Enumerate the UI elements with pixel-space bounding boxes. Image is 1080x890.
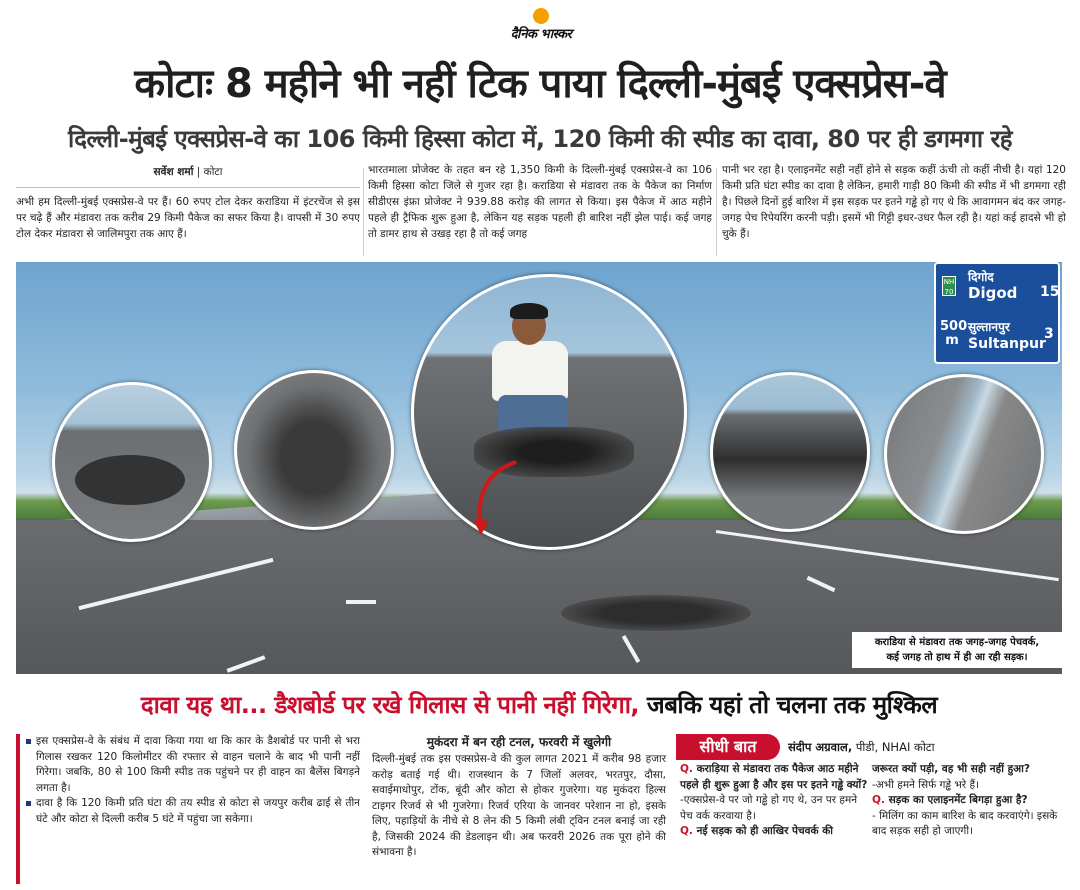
page-headline: कोटाः 8 महीने भी नहीं टिक पाया दिल्ली-मुंबई एक्सप्रेस-वे bbox=[134, 61, 946, 107]
page-subheadline: दिल्ली-मुंबई एक्सप्रेस-वे का 106 किमी हिस्सा कोटा में, 120 किमी की स्पीड का दावा, 80 पर ही डगमगा रहे bbox=[67, 125, 1013, 153]
qa-column-2 bbox=[872, 762, 1068, 840]
author-name: सर्वेश शर्मा bbox=[153, 166, 194, 178]
q-marker: Q. bbox=[680, 763, 693, 775]
byline: सर्वेश शर्मा | कोटा bbox=[16, 162, 360, 188]
sun-icon bbox=[533, 8, 549, 24]
q-marker: Q. bbox=[680, 825, 693, 837]
question-1-text: कराड़िया से मंडावरा तक पैकेज आठ महीने पहले ही शुरू हुआ है और इस पर इतने गड्ढे क्यों? bbox=[680, 763, 868, 791]
tunnel-title: मुकंदरा में बन रही टनल, फरवरी में खुलेगी bbox=[426, 735, 612, 749]
answer-2: -अभी हमने सिर्फ गड्ढे भरे हैं। bbox=[872, 778, 980, 791]
list-item: दावा है कि 120 किमी प्रति घंटा की तय स्पीड से कोटा से जयपुर करीब ढाई से तीन घंटे और कोटा से दिल्ली करीब 5 घंटे में पहुंचा जा सकेगा। bbox=[26, 796, 360, 827]
column-divider bbox=[363, 168, 364, 256]
intro-column-2: भारतमाला प्रोजेक्ट के तहत बन रहे 1,350 किमी के दिल्ली-मुंबई एक्सप्रेस-वे का 106 किमी हिस्सा कोटा जिले से गुजर रहा है। कराडिया से मंडावरा तक के पैकेज का निर्माण सीडीएस इंफ्रा प्रोजेक्ट ने 939.88 करोड़ की लागत से किया। इस पैकेज में आठ महीने पहले ही ट्रैफिक शुरू हुआ है, लेकिन यह सड़क पहली ही बारिश नहीं झेल पाई। कई जगह तो डामर हाथ से उखड़ रहा है तो कई जगह bbox=[368, 164, 712, 240]
question-2 bbox=[680, 824, 868, 840]
intro-column-1 bbox=[16, 162, 360, 260]
sign-digod-hindi: दिगोद bbox=[968, 270, 994, 284]
answer-1: -एक्सप्रेस-वे पर जो गड्ढे हो गए थे, उन पर हमने पेच वर्क करवाया है। bbox=[680, 794, 858, 822]
list-item: इस एक्सप्रेस-वे के संबंध में दावा किया गया था कि कार के डैशबोर्ड पर पानी से भरा गिलास रखकर 120 किलोमीटर की रफ्तार से वाहन चलाने के बाद भी पानी नहीं गिरेगा। जबकि, 80 से 100 किमी स्पीड तक पहुंचने पर ही वाहन का बैलेंस बिगड़ने लगता है। bbox=[26, 734, 360, 796]
column-divider bbox=[716, 168, 717, 256]
tunnel-body: दिल्ली-मुंबई तक इस एक्सप्रेस-वे की कुल लागत 2021 में करीब 98 हजार करोड़ बताई गई थी। राजस्थान के 7 जिलों अलवर, भरतपुर, दौसा, सवाईमाधोपुर, टोंक, बूंदी और कोटा से होकर गुजरेगा। यह मुकंदरा हिल्स टाइगर रिजर्व से भी गुजरेगा। रिजर्व एरिया के जानवर परेशान ना हो, इसके लिए, पहाड़ियों के नीचे से 8 लेन की 5 किमी लंबी ट्विन टनल बनाई जा रही है, जिसकी 2024 की डेडलाइन थी। अब फरवरी 2026 तक पूरा होने की संभावना है। bbox=[372, 753, 666, 858]
intro-text-1: अभी हम दिल्ली-मुंबई एक्सप्रेस-वे पर हैं। 60 रुपए टोल देकर कराडिया में इंटरचेंज से इस पर चढ़े हैं और मंडावरा तक करीब 29 किमी पैकेज का सफर किया है। वापसी में 30 रुपए टोल देकर मंडावरा से जालिमपुरा तक आए हैं। bbox=[16, 196, 360, 240]
inset-photo-waterlogging bbox=[884, 374, 1044, 534]
sign-digod: Digod bbox=[968, 284, 1018, 302]
caption-line-2: कई जगह तो हाथ में ही आ रही सड़क। bbox=[886, 652, 1028, 663]
tunnel-story bbox=[372, 734, 666, 884]
reporter-figure bbox=[484, 307, 574, 437]
caption-line-1: कराडिया से मंडावरा तक जगह-जगह पेचवर्क, bbox=[874, 637, 1040, 648]
photo-caption bbox=[852, 632, 1062, 668]
brand-name: दैनिक भास्कर bbox=[510, 27, 572, 42]
claim-bullets bbox=[16, 734, 360, 884]
answer-3: - मिलिंग का काम बारिश के बाद करवाएंगे। इसके बाद सड़क सही हो जाएगी। bbox=[872, 809, 1058, 837]
inset-photo-man-with-debris bbox=[411, 274, 687, 550]
question-1 bbox=[680, 762, 868, 793]
q-marker: Q. bbox=[872, 794, 885, 806]
qa-interviewee bbox=[788, 734, 1068, 760]
expressway-photo bbox=[16, 262, 1062, 674]
inset-photo-pothole-2 bbox=[234, 370, 394, 530]
question-2-text: नई सड़क को ही आखिर पेचवर्क की bbox=[696, 825, 834, 837]
dateline: कोटा bbox=[203, 166, 223, 178]
sign-sultanpur-km: 3 bbox=[1044, 326, 1054, 342]
interviewee-role: पीडी, NHAI कोटा bbox=[855, 740, 935, 754]
highway-direction-sign bbox=[934, 262, 1060, 364]
intro-column-3: पानी भर रहा है। एलाइनमेंट सही नहीं होने से सड़क कहीं ऊंची तो कहीं नीची है। यहां 120 किमी प्रति घंटा स्पीड का दावा है लेकिन, हमारी गाड़ी 80 किमी की स्पीड में भी डगमगा रही है। पिछले दिनों हुई बारिश में इस सड़क पर इतने गड्ढे हो गए थे कि आवागमन बंद कर जगह-जगह पेच रिपेयरिंग करनी पड़ी। इसमें भी गिट्टी इधर-उधर फैल रही है। यहां कई हादसे भी हो चुके हैं। bbox=[722, 164, 1066, 240]
sign-sultanpur: Sultanpur bbox=[968, 336, 1046, 352]
sign-digod-km: 15 bbox=[1040, 284, 1060, 300]
qa-column-1 bbox=[680, 762, 868, 840]
sign-distance: 500 m bbox=[940, 319, 968, 348]
inset-photo-pothole-1 bbox=[52, 382, 212, 542]
qa-tag: सीधी बात bbox=[676, 734, 780, 760]
claim-part-1: दावा यह था... डैशबोर्ड पर रखे गिलास से पानी नहीं गिरेगा, bbox=[140, 691, 640, 719]
claim-part-2: जबकि यहां तो चलना तक मुश्किल bbox=[639, 691, 938, 719]
question-3-text: सड़क का एलाइनमेंट बिगड़ा हुआ है? bbox=[888, 794, 1028, 806]
sign-sultanpur-hindi: सुल्तानपुर bbox=[968, 320, 1010, 334]
interviewee-name: संदीप अग्रवाल, bbox=[788, 740, 853, 754]
claim-banner bbox=[16, 684, 1062, 726]
pothole bbox=[561, 595, 751, 631]
inset-photo-pothole-3 bbox=[710, 372, 870, 532]
nh-shield-icon: NH 70 bbox=[943, 278, 955, 296]
question-3 bbox=[872, 793, 1068, 809]
lane-marking bbox=[346, 600, 376, 604]
pointer-arrow-icon bbox=[471, 457, 531, 537]
brand-logo bbox=[487, 4, 595, 44]
question-2-cont: जरूरत क्यों पड़ी, वह भी सही नहीं हुआ? bbox=[872, 763, 1030, 775]
